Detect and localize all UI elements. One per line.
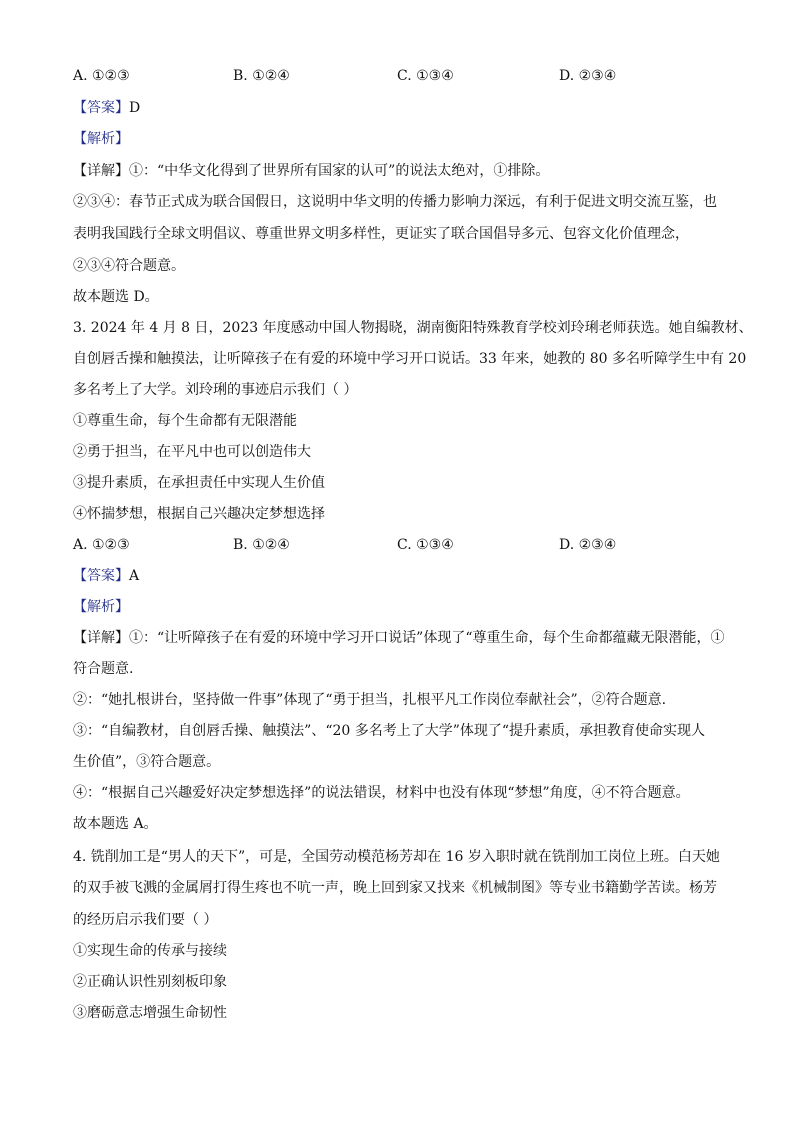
q3-answer bbox=[73, 566, 753, 586]
q2-detail-line-1: 【详解】①：“中华文化得到了世界所有国家的认可”的说法太绝对，①排除。 bbox=[73, 163, 550, 179]
q3-detail-line-7: 故本题选 A。 bbox=[73, 816, 158, 832]
q4-stem-line-1: 4. 铣削加工是“男人的天下”，可是，全国劳动模范杨芳却在 16 岁入职时就在铣削加工岗位上班。白天她 bbox=[73, 849, 720, 865]
q3-statement-1: ①尊重生命，每个生命都有无限潜能 bbox=[73, 413, 297, 429]
q3-stem-line-1: 3. 2024 年 4 月 8 日，2023 年度感动中国人物揭晓，湖南衡阳特殊教育学校刘玲琍老师获选。她自编教材、 bbox=[73, 320, 753, 336]
q3-stem-line-3: 多名考上了大学。刘玲琍的事迹启示我们（ ） bbox=[73, 382, 358, 398]
q3-option-c: C. ①③④ bbox=[397, 537, 454, 553]
q2-option-a: A. ①②③ bbox=[73, 68, 130, 84]
q4-statement-3: ③磨砺意志增强生命韧性 bbox=[73, 1005, 227, 1021]
answer-tag: 【答案】 bbox=[73, 568, 129, 584]
q2-option-c: C. ①③④ bbox=[397, 68, 454, 84]
q2-answer bbox=[73, 98, 753, 118]
q3-options bbox=[73, 535, 753, 555]
q3-option-b: B. ①②④ bbox=[233, 537, 290, 553]
q3-stem-line-2: 自创唇舌操和触摸法，让听障孩子在有爱的环境中学习开口说话。33 年来，她教的 80 多名听障学生中有 20 bbox=[73, 351, 747, 367]
q4-statement-1: ①实现生命的传承与接续 bbox=[73, 943, 227, 959]
q3-detail-line-3: ②：“她扎根讲台，坚持做一件事”体现了“勇于担当，扎根平凡工作岗位奉献社会”，②符合题意. bbox=[73, 692, 667, 708]
q3-option-a: A. ①②③ bbox=[73, 537, 130, 553]
q2-detail-line-3: 表明我国践行全球文明倡议、尊重世界文明多样性，更证实了联合国倡导多元、包容文化价值理念， bbox=[73, 226, 689, 242]
q3-statement-3: ③提升素质，在承担责任中实现人生价值 bbox=[73, 475, 325, 491]
q3-statement-4: ④怀揣梦想，根据自己兴趣决定梦想选择 bbox=[73, 506, 325, 522]
answer-value: D bbox=[129, 100, 141, 116]
q4-statement-2: ②正确认识性别刻板印象 bbox=[73, 974, 227, 990]
q2-options bbox=[73, 66, 753, 86]
q3-detail-line-2: 符合题意. bbox=[73, 661, 134, 677]
q2-option-b: B. ①②④ bbox=[233, 68, 290, 84]
q3-detail-line-1: 【详解】①：“让听障孩子在有爱的环境中学习开口说话”体现了“尊重生命，每个生命都蕴藏无限潜能，① bbox=[73, 630, 725, 646]
q3-detail-line-4: ③：“自编教材，自创唇舌操、触摸法”、“20 多名考上了大学”体现了“提升素质，承担教育使命实现人 bbox=[73, 723, 706, 739]
q2-analysis-tag: 【解析】 bbox=[73, 131, 129, 147]
q2-detail-line-2: ②③④：春节正式成为联合国假日，这说明中华文明的传播力影响力深远，有利于促进文明交流互鉴，也 bbox=[73, 194, 717, 210]
q3-analysis-tag: 【解析】 bbox=[73, 599, 129, 615]
answer-value: A bbox=[129, 568, 140, 584]
q2-option-d: D. ②③④ bbox=[559, 68, 617, 84]
q4-stem-line-3: 的经历启示我们要（ ） bbox=[73, 912, 218, 928]
answer-tag: 【答案】 bbox=[73, 100, 129, 116]
q2-detail-line-4: ②③④符合题意。 bbox=[73, 258, 185, 274]
q3-detail-line-6: ④：“根据自己兴趣爱好决定梦想选择”的说法错误，材料中也没有体现“梦想”角度，④不符合题意。 bbox=[73, 785, 690, 801]
q3-statement-2: ②勇于担当，在平凡中也可以创造伟大 bbox=[73, 444, 311, 460]
q3-detail-line-5: 生价值”，③符合题意。 bbox=[73, 754, 221, 770]
q3-option-d: D. ②③④ bbox=[559, 537, 617, 553]
q2-detail-line-5: 故本题选 D。 bbox=[73, 289, 159, 305]
q4-stem-line-2: 的双手被飞溅的金属屑打得生疼也不吭一声，晚上回到家又找来《机械制图》等专业书籍勤学苦读。杨芳 bbox=[73, 880, 717, 896]
